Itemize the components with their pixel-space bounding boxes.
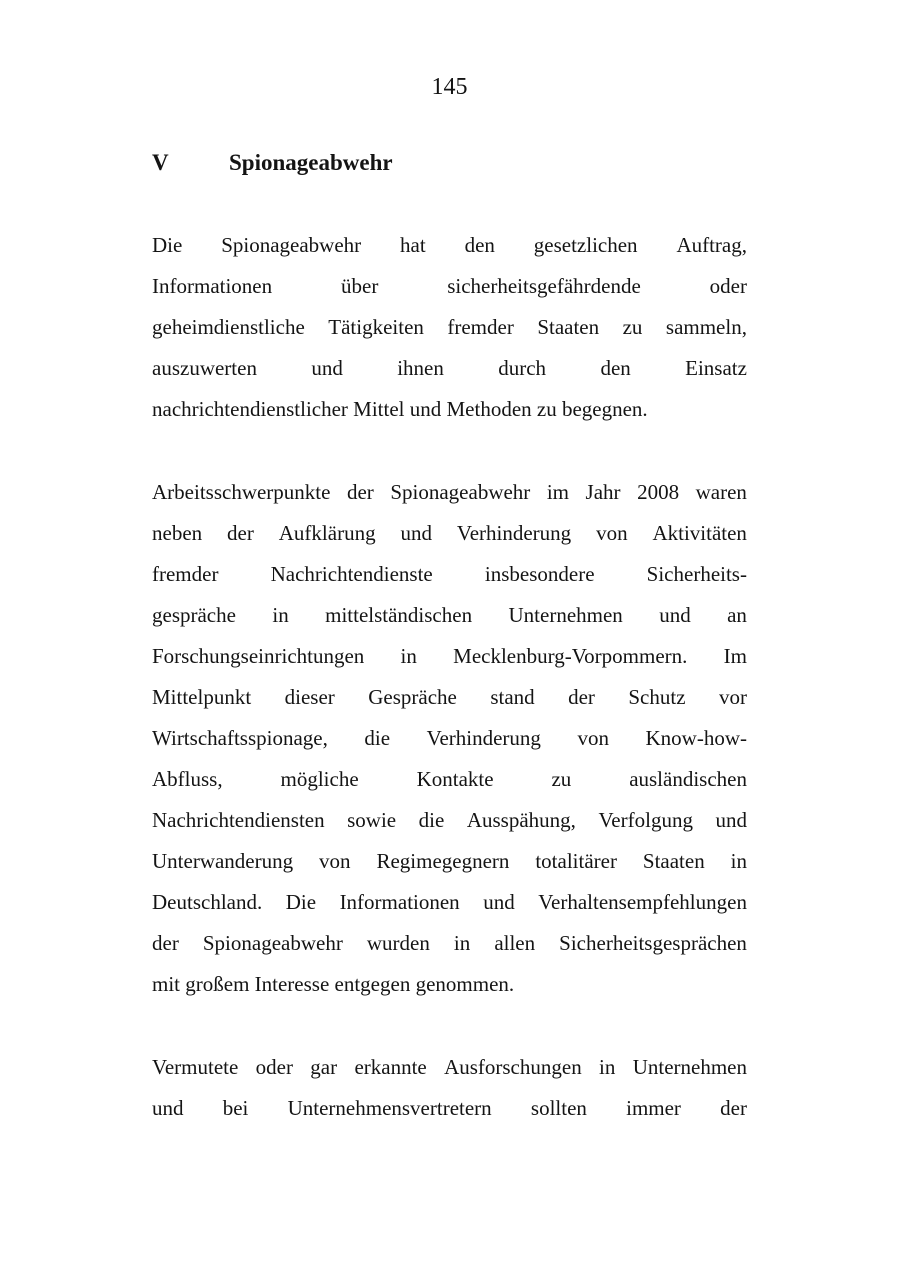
word: Verfolgung [598,808,693,832]
word: Aufklärung [278,521,376,545]
word: sammeln, [665,315,747,339]
text-line [152,677,747,718]
word: fremder [447,315,514,339]
word: die [418,808,445,832]
text-line [152,841,747,882]
word: zu [622,315,643,339]
word: die [364,726,391,750]
text-line [152,636,747,677]
word: ausländischen [629,767,747,791]
word: Die [285,890,317,914]
word: neben [152,521,203,545]
word: Arbeitsschwerpunkte [152,480,331,504]
word: sollten [530,1096,587,1120]
word: Unternehmensvertretern [287,1096,492,1120]
text-line [152,554,747,595]
word: Wirtschaftsspionage, [152,726,328,750]
word: ihnen [397,356,444,380]
word: Unternehmen [508,603,623,627]
word: Verhinderung [456,521,572,545]
word: geheimdienstliche [152,315,305,339]
word: Spionageabwehr [390,480,531,504]
word: der [568,685,595,709]
word: Jahr [585,480,621,504]
word: bei [222,1096,249,1120]
text-line [152,1088,747,1129]
word: in [730,849,747,873]
section-heading-title: Spionageabwehr [229,150,393,175]
word: hat [400,233,426,257]
word: vor [718,685,747,709]
word: Regimegegnern [376,849,510,873]
word: und [715,808,747,832]
word: der [227,521,254,545]
text-line [152,513,747,554]
word: Im [723,644,747,668]
word: gar [310,1055,338,1079]
word: von [319,849,351,873]
word: Verhinderung [426,726,541,750]
page-number: 145 [431,74,468,100]
word: Kontakte [416,767,494,791]
word: Spionageabwehr [202,931,343,955]
text-line [152,800,747,841]
word: insbesondere [484,562,595,586]
text-line: mit großem Interesse entgegen genommen. [152,972,515,996]
word: Vermutete [152,1055,239,1079]
word: waren [695,480,747,504]
document-body [152,225,747,1129]
word: Einsatz [685,356,747,380]
word: Verhaltensempfehlungen [538,890,747,914]
word: mögliche [280,767,359,791]
word: Nachrichtendiensten [152,808,325,832]
word: durch [498,356,547,380]
word: und [483,890,515,914]
word: und [659,603,691,627]
word: Unterwanderung [152,849,294,873]
text-line [152,759,747,800]
word: Abfluss, [152,767,223,791]
word: stand [490,685,535,709]
text-line [152,923,747,964]
word: Die [152,233,183,257]
word: Tätigkeiten [328,315,424,339]
word: Deutschland. [152,890,263,914]
word: allen [494,931,536,955]
word: auszuwerten [152,356,257,380]
word: Sicherheits- [646,562,747,586]
word: Sicherheitsgesprächen [559,931,747,955]
word: in [272,603,289,627]
word: gespräche [152,603,236,627]
word: oder [709,274,747,298]
word: mittelständischen [325,603,473,627]
word: Ausforschungen [444,1055,582,1079]
word: in [599,1055,616,1079]
word: Mittelpunkt [152,685,252,709]
word: wurden [366,931,430,955]
word: und [152,1096,184,1120]
word: immer [626,1096,681,1120]
word: sowie [347,808,397,832]
word: Unternehmen [632,1055,747,1079]
word: Auftrag, [676,233,747,257]
text-line [152,225,747,266]
text-line [152,882,747,923]
word: den [464,233,495,257]
text-line: nachrichtendienstlicher Mittel und Methoden zu begegnen. [152,397,648,421]
text-line [152,472,747,513]
paragraph [152,225,747,430]
word: über [341,274,379,298]
word: Know-how- [645,726,747,750]
text-line [152,307,747,348]
text-line [152,348,747,389]
word: zu [551,767,572,791]
word: Schutz [628,685,686,709]
paragraph [152,472,747,1005]
word: erkannte [354,1055,427,1079]
word: totalitärer [535,849,617,873]
word: oder [255,1055,293,1079]
word: Gespräche [368,685,457,709]
word: und [311,356,343,380]
word: Aktivitäten [652,521,747,545]
text-line [152,595,747,636]
word: von [596,521,628,545]
word: von [577,726,609,750]
word: fremder [152,562,219,586]
word: in [453,931,471,955]
word: an [727,603,747,627]
text-line [152,718,747,759]
word: Mecklenburg-Vorpommern. [453,644,688,668]
word: Nachrichtendienste [270,562,433,586]
word: in [400,644,417,668]
word: den [600,356,631,380]
word: Ausspähung, [466,808,576,832]
word: und [400,521,432,545]
word: 2008 [637,480,680,504]
paragraph [152,1047,747,1129]
word: Staaten [642,849,705,873]
word: Forschungseinrichtungen [152,644,365,668]
text-line [152,266,747,307]
word: Staaten [537,315,600,339]
word: Spionageabwehr [221,233,362,257]
word: der [152,931,179,955]
section-heading-numeral: V [152,150,169,175]
word: der [346,480,374,504]
word: sicherheitsgefährdende [447,274,641,298]
word: der [720,1096,747,1120]
word: Informationen [339,890,460,914]
text-line [152,1047,747,1088]
section-heading [152,142,747,183]
word: gesetzlichen [533,233,638,257]
word: im [546,480,570,504]
word: Informationen [152,274,273,298]
word: dieser [284,685,335,709]
